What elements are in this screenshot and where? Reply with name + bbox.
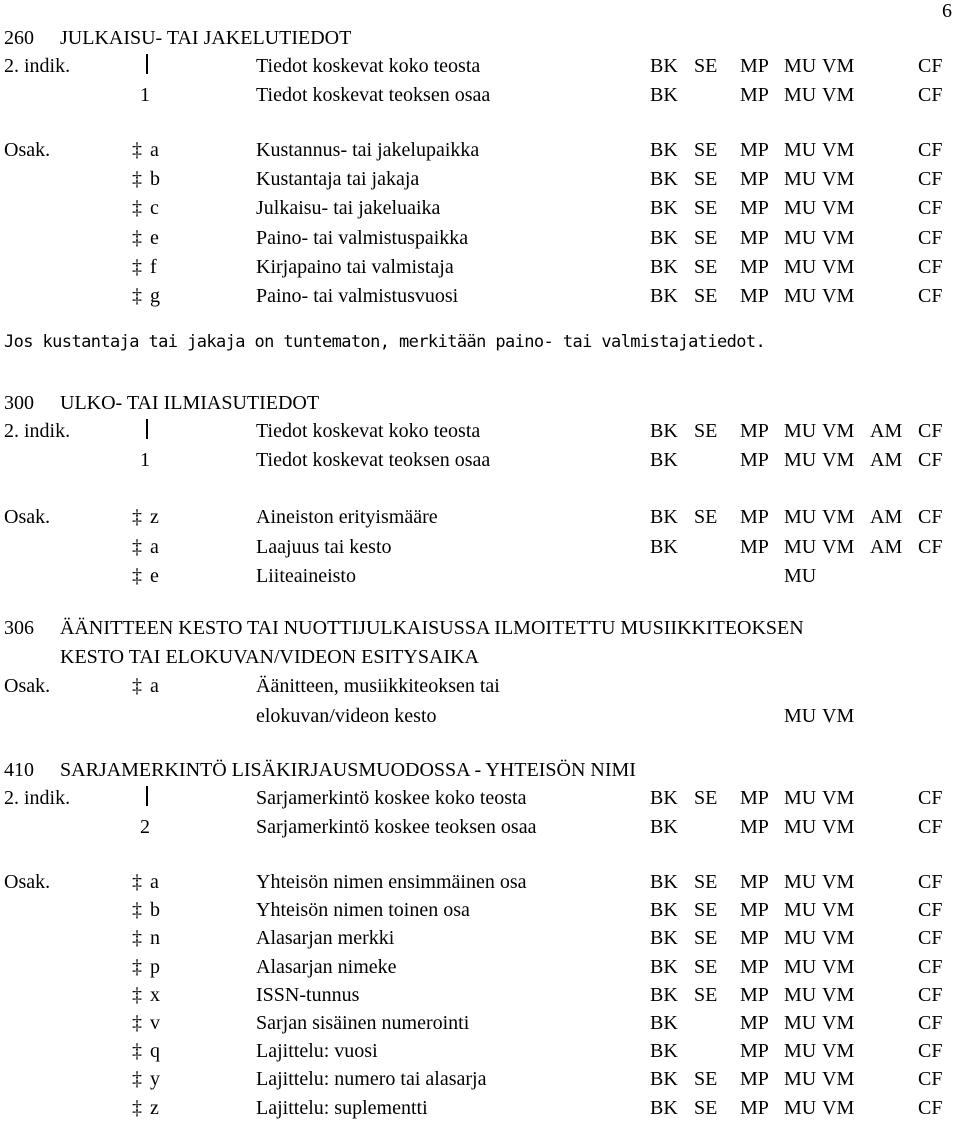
format-code: MP [740, 955, 769, 978]
format-code: VM [822, 983, 855, 1006]
format-code: VM [822, 84, 855, 106]
subfield-letter: c [150, 197, 159, 220]
format-code: MU [784, 285, 817, 307]
subfield-code [132, 868, 159, 896]
indicator-description: Sarjamerkintö koskee koko teosta [256, 787, 527, 809]
format-code: MU [784, 816, 817, 838]
indicator-row [0, 446, 960, 474]
format-code: SE [694, 1068, 718, 1091]
subfield-code [132, 253, 157, 281]
subfield-row [0, 1037, 960, 1065]
format-code: CF [918, 226, 943, 249]
format-code: CF [918, 955, 943, 978]
format-code: MU [784, 506, 817, 528]
format-code: BK [650, 55, 678, 77]
dagger-mark: ‡ [132, 168, 142, 191]
format-code: SE [694, 871, 718, 893]
subfield-row [0, 924, 960, 952]
field-tag: 410 [4, 759, 34, 781]
subfield-code [132, 1094, 159, 1122]
field-title: KESTO TAI ELOKUVAN/VIDEON ESITYSAIKA [60, 646, 479, 668]
subfield-row [0, 282, 960, 310]
format-code: SE [694, 420, 718, 442]
format-code: BK [650, 84, 678, 106]
format-code: MP [740, 449, 769, 471]
subfield-row [0, 868, 960, 896]
indicator-row [0, 81, 960, 109]
format-code: MP [740, 285, 769, 307]
page-number: 6 [942, 0, 952, 22]
format-code: MP [740, 420, 769, 442]
format-code: VM [822, 1068, 855, 1091]
subfield-row [0, 1065, 960, 1093]
format-code: VM [822, 1012, 855, 1034]
indicator-description: Tiedot koskevat koko teosta [256, 420, 481, 442]
dagger-mark: ‡ [132, 983, 142, 1006]
subfield-description: Paino- tai valmistuspaikka [256, 226, 469, 249]
subfield-letter: e [150, 226, 159, 249]
subfield-row [0, 224, 960, 252]
subfield-row [0, 896, 960, 924]
format-code: VM [822, 226, 855, 249]
subfield-row [0, 981, 960, 1009]
format-code: SE [694, 787, 718, 809]
subfield-code [132, 503, 159, 531]
format-code: SE [694, 255, 718, 278]
format-code: MP [740, 1096, 769, 1119]
subfield-code [132, 924, 160, 952]
format-code: SE [694, 983, 718, 1006]
subfield-description: Julkaisu- tai jakeluaika [256, 197, 441, 220]
dagger-mark: ‡ [132, 675, 142, 697]
format-code: MP [740, 226, 769, 249]
format-code: CF [918, 506, 943, 528]
subfield-row [0, 253, 960, 281]
format-code: MU [784, 1096, 817, 1119]
dagger-mark: ‡ [132, 1096, 142, 1119]
format-code: CF [918, 197, 943, 220]
indicator-label: 2. indik. [4, 787, 71, 809]
format-code: VM [822, 197, 855, 220]
subfield-label: Osak. [4, 675, 51, 697]
format-code: CF [918, 1012, 943, 1034]
subfield-letter: p [150, 955, 160, 978]
field-tag: 260 [4, 27, 34, 49]
indicator-label: 2. indik. [4, 55, 71, 77]
format-code: MP [740, 1040, 769, 1063]
format-code: MU [784, 927, 817, 950]
format-code: MU [784, 168, 817, 191]
format-code: SE [694, 927, 718, 950]
subfield-description: Lajittelu: suplementti [256, 1096, 428, 1119]
format-code: VM [822, 139, 855, 161]
subfield-description: Paino- tai valmistusvuosi [256, 285, 459, 307]
indicator-description: Sarjamerkintö koskee teoksen osaa [256, 816, 537, 838]
subfield-letter: b [150, 899, 160, 922]
format-code: CF [918, 816, 943, 838]
subfield-description: Yhteisön nimen ensimmäinen osa [256, 871, 527, 893]
dagger-mark: ‡ [132, 535, 142, 558]
format-code: BK [650, 449, 678, 471]
format-code: VM [822, 927, 855, 950]
subfield-description: Kustantaja tai jakaja [256, 168, 420, 191]
indicator-description: Tiedot koskevat teoksen osaa [256, 84, 491, 106]
format-code: VM [822, 168, 855, 191]
field-title: JULKAISU- TAI JAKELUTIEDOT [60, 27, 352, 49]
format-code: MP [740, 816, 769, 838]
subfield-letter: a [150, 535, 159, 558]
format-code: MP [740, 1068, 769, 1091]
dagger-mark: ‡ [132, 871, 142, 893]
format-code: CF [918, 285, 943, 307]
indicator-code: 1 [140, 449, 150, 471]
format-code: AM [870, 420, 903, 442]
subfield-row [0, 533, 960, 561]
field-tag: 306 [4, 617, 34, 639]
format-code: BK [650, 983, 678, 1006]
format-code: SE [694, 55, 718, 77]
indicator-code: 2 [140, 816, 150, 838]
format-code: MP [740, 55, 769, 77]
subfield-description: Laajuus tai kesto [256, 535, 392, 558]
dagger-mark: ‡ [132, 565, 142, 587]
dagger-mark: ‡ [132, 927, 142, 950]
indicator-value [140, 52, 148, 80]
format-code: CF [918, 168, 943, 191]
format-code: MU [784, 565, 817, 587]
indicator-description: Tiedot koskevat teoksen osaa [256, 449, 491, 471]
subfield-row [0, 136, 960, 164]
format-code: MP [740, 871, 769, 893]
field-260-heading [4, 24, 351, 52]
format-code: CF [918, 983, 943, 1006]
format-code: MU [784, 55, 817, 77]
subfield-label: Osak. [4, 139, 51, 161]
subfield-letter: f [150, 255, 157, 278]
subfield-code [132, 896, 160, 924]
format-code: CF [918, 1096, 943, 1119]
subfield-label: Osak. [4, 871, 51, 893]
format-code: BK [650, 139, 678, 161]
format-code: BK [650, 1040, 678, 1063]
format-code: VM [822, 955, 855, 978]
format-code: MU [784, 983, 817, 1006]
format-code: CF [918, 84, 943, 106]
subfield-letter: a [150, 675, 159, 697]
field-300-heading [4, 389, 319, 417]
subfield-code [132, 1037, 160, 1065]
format-code: MP [740, 1012, 769, 1034]
format-code: BK [650, 1096, 678, 1119]
field-title: ÄÄNITTEEN KESTO TAI NUOTTIJULKAISUSSA ILMOITETTU MUSIIKKITEOKSEN [60, 617, 804, 639]
format-code: BK [650, 226, 678, 249]
format-code: CF [918, 1068, 943, 1091]
subfield-code [132, 953, 160, 981]
dagger-mark: ‡ [132, 255, 142, 278]
format-code: VM [822, 420, 855, 442]
dagger-mark: ‡ [132, 139, 142, 161]
format-code: BK [650, 955, 678, 978]
format-code: VM [822, 506, 855, 528]
format-code: VM [822, 899, 855, 922]
format-code: CF [918, 899, 943, 922]
format-code: VM [822, 816, 855, 838]
subfield-letter: x [150, 983, 160, 1006]
format-code: SE [694, 285, 718, 307]
format-code: CF [918, 255, 943, 278]
subfield-label: Osak. [4, 506, 51, 528]
subfield-description: Liiteaineisto [256, 565, 356, 587]
format-code: BK [650, 255, 678, 278]
format-code: BK [650, 168, 678, 191]
format-code: MP [740, 255, 769, 278]
format-code: MU [784, 84, 817, 106]
field-title: ULKO- TAI ILMIASUTIEDOT [60, 392, 320, 414]
format-code: SE [694, 168, 718, 191]
format-code: MU [784, 226, 817, 249]
subfield-code [132, 562, 159, 590]
format-code: BK [650, 420, 678, 442]
format-code: SE [694, 226, 718, 249]
dagger-mark: ‡ [132, 285, 142, 307]
subfield-description: Aineiston erityismääre [256, 506, 438, 528]
subfield-code [132, 282, 160, 310]
format-code: BK [650, 197, 678, 220]
format-code: MU [784, 1068, 817, 1091]
format-code: MP [740, 84, 769, 106]
format-code: MP [740, 168, 769, 191]
subfield-description: Lajittelu: numero tai alasarja [256, 1068, 487, 1091]
subfield-letter: a [150, 139, 159, 161]
subfield-row [0, 194, 960, 222]
dagger-mark: ‡ [132, 1012, 142, 1034]
subfield-row [0, 953, 960, 981]
format-code: VM [822, 871, 855, 893]
subfield-description: Sarjan sisäinen numerointi [256, 1012, 470, 1034]
format-code: VM [822, 285, 855, 307]
subfield-row-cont [0, 702, 960, 730]
format-code: CF [918, 55, 943, 77]
format-code: BK [650, 1012, 678, 1034]
subfield-code [132, 672, 159, 700]
subfield-letter: z [150, 1096, 159, 1119]
format-code: SE [694, 506, 718, 528]
format-code: MP [740, 139, 769, 161]
format-code: SE [694, 197, 718, 220]
format-code: MU [784, 255, 817, 278]
format-code: AM [870, 535, 903, 558]
subfield-letter: z [150, 506, 159, 528]
format-code: AM [870, 449, 903, 471]
indicator-value [140, 813, 150, 841]
field-title: SARJAMERKINTÖ LISÄKIRJAUSMUODOSSA - YHTEISÖN NIMI [60, 759, 636, 781]
format-code: BK [650, 535, 678, 558]
format-code: MP [740, 506, 769, 528]
subfield-row [0, 1009, 960, 1037]
indicator-row [0, 813, 960, 841]
format-code: MU [784, 899, 817, 922]
subfield-row [0, 1094, 960, 1122]
note-text: Jos kustantaja tai jakaja on tuntematon, merkitään paino- tai valmistajatiedot. [4, 332, 766, 352]
dagger-mark: ‡ [132, 1040, 142, 1063]
format-code: SE [694, 139, 718, 161]
format-code: CF [918, 927, 943, 950]
subfield-code [132, 1065, 160, 1093]
format-code: MU [784, 139, 817, 161]
format-code: MU [784, 449, 817, 471]
dagger-mark: ‡ [132, 899, 142, 922]
format-code: BK [650, 927, 678, 950]
format-code: MU [784, 705, 817, 727]
subfield-letter: n [150, 927, 160, 950]
subfield-row [0, 503, 960, 531]
format-code: VM [822, 449, 855, 471]
subfield-letter: e [150, 565, 159, 587]
subfield-letter: a [150, 871, 159, 893]
indicator-row [0, 52, 960, 80]
indicator-row [0, 417, 960, 445]
field-306-heading [4, 614, 804, 642]
format-code: BK [650, 1068, 678, 1091]
format-code: BK [650, 871, 678, 893]
subfield-code [132, 533, 159, 561]
subfield-description: Yhteisön nimen toinen osa [256, 899, 470, 922]
indicator-description: Tiedot koskevat koko teosta [256, 55, 481, 77]
format-code: BK [650, 787, 678, 809]
indicator-code: 1 [140, 84, 150, 106]
format-code: MU [784, 955, 817, 978]
format-code: VM [822, 705, 855, 727]
format-code: BK [650, 506, 678, 528]
subfield-row [0, 165, 960, 193]
format-code: MP [740, 787, 769, 809]
blank-indicator-mark [146, 54, 148, 74]
subfield-description: ISSN-tunnus [256, 983, 360, 1006]
format-code: AM [870, 506, 903, 528]
format-code: CF [918, 420, 943, 442]
format-code: MU [784, 197, 817, 220]
subfield-description: Lajittelu: vuosi [256, 1040, 378, 1063]
subfield-row [0, 562, 960, 590]
format-code: CF [918, 787, 943, 809]
subfield-description: Kustannus- tai jakelupaikka [256, 139, 480, 161]
subfield-code [132, 1009, 160, 1037]
format-code: VM [822, 55, 855, 77]
format-code: VM [822, 1096, 855, 1119]
dagger-mark: ‡ [132, 1068, 142, 1091]
subfield-code [132, 194, 159, 222]
indicator-value [140, 417, 148, 445]
format-code: BK [650, 285, 678, 307]
format-code: VM [822, 535, 855, 558]
format-code: CF [918, 139, 943, 161]
subfield-description: Alasarjan nimeke [256, 955, 397, 978]
blank-indicator-mark [146, 786, 148, 806]
format-code: CF [918, 1040, 943, 1063]
format-code: MU [784, 1040, 817, 1063]
format-code: MU [784, 871, 817, 893]
format-code: SE [694, 899, 718, 922]
indicator-value [140, 784, 148, 812]
subfield-row [0, 672, 960, 700]
format-code: VM [822, 787, 855, 809]
subfield-code [132, 136, 159, 164]
indicator-value [140, 81, 150, 109]
format-code: MP [740, 983, 769, 1006]
blank-indicator-mark [146, 419, 148, 439]
format-code: MU [784, 1012, 817, 1034]
format-code: SE [694, 1096, 718, 1119]
format-code: MU [784, 420, 817, 442]
subfield-description: elokuvan/videon kesto [256, 705, 437, 727]
dagger-mark: ‡ [132, 955, 142, 978]
subfield-letter: y [150, 1068, 160, 1091]
indicator-row [0, 784, 960, 812]
subfield-code [132, 224, 159, 252]
format-code: BK [650, 899, 678, 922]
format-code: BK [650, 816, 678, 838]
format-code: VM [822, 255, 855, 278]
format-code: MU [784, 535, 817, 558]
subfield-description: Äänitteen, musiikkiteoksen tai [256, 675, 500, 697]
subfield-code [132, 981, 160, 1009]
format-code: MP [740, 899, 769, 922]
format-code: MP [740, 927, 769, 950]
indicator-label: 2. indik. [4, 420, 71, 442]
field-306-heading-cont [4, 643, 479, 671]
indicator-value [140, 446, 150, 474]
format-code: CF [918, 449, 943, 471]
subfield-letter: q [150, 1040, 160, 1063]
format-code: MP [740, 197, 769, 220]
dagger-mark: ‡ [132, 226, 142, 249]
subfield-letter: g [150, 285, 160, 307]
subfield-letter: b [150, 168, 160, 191]
subfield-description: Kirjapaino tai valmistaja [256, 255, 454, 278]
dagger-mark: ‡ [132, 197, 142, 220]
field-tag: 300 [4, 392, 34, 414]
format-code: SE [694, 955, 718, 978]
format-code: VM [822, 1040, 855, 1063]
dagger-mark: ‡ [132, 506, 142, 528]
subfield-letter: v [150, 1012, 160, 1034]
format-code: MP [740, 535, 769, 558]
format-code: CF [918, 871, 943, 893]
format-code: CF [918, 535, 943, 558]
field-410-heading [4, 756, 636, 784]
subfield-code [132, 165, 160, 193]
format-code: MU [784, 787, 817, 809]
subfield-description: Alasarjan merkki [256, 927, 395, 950]
